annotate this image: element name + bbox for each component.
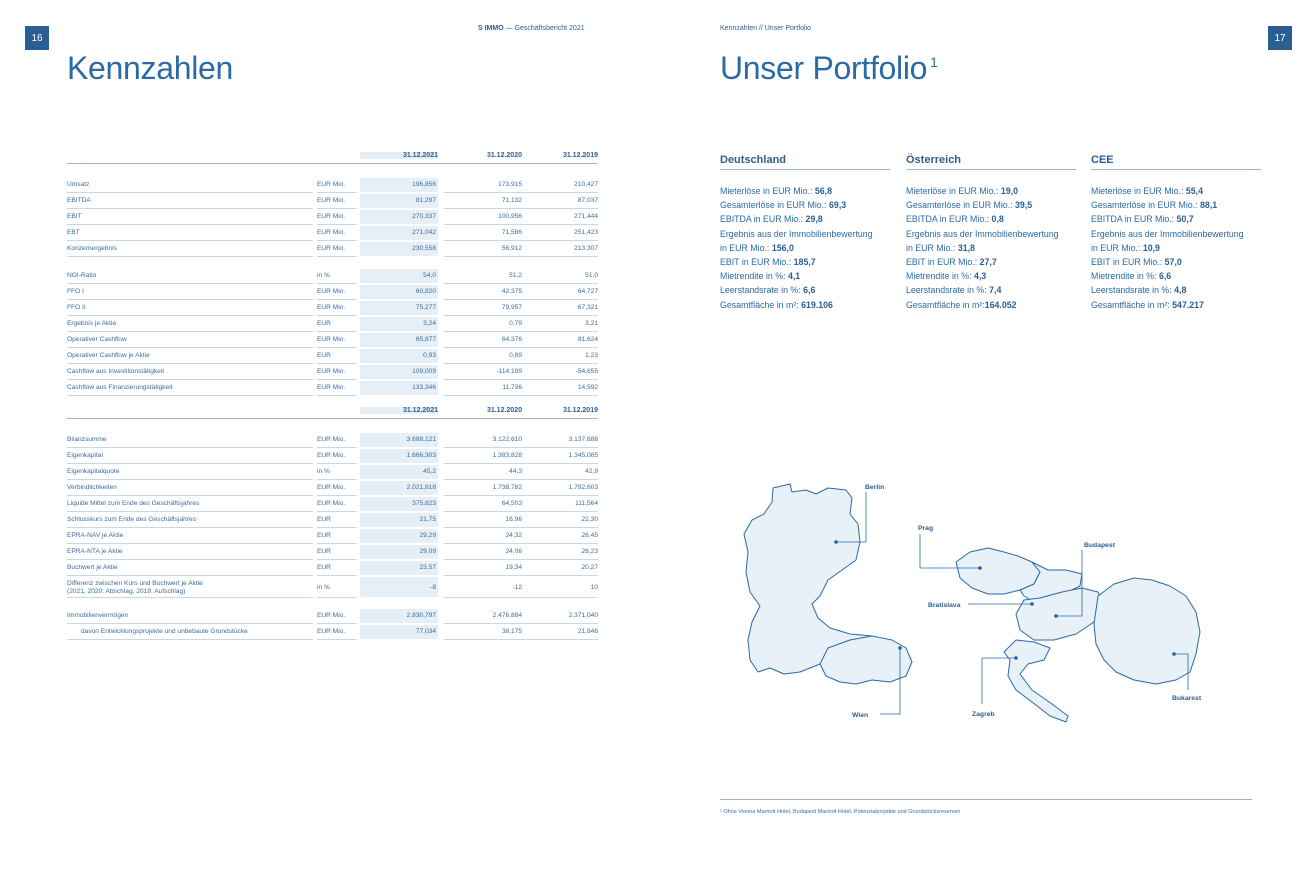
table-row: [67, 433, 598, 449]
metric-label: Mietrendite in %:: [720, 271, 788, 282]
table-row: [67, 210, 598, 226]
value-2019: 14,592: [520, 381, 598, 396]
metric-value: 619.106: [801, 299, 833, 310]
table-header: [67, 405, 598, 419]
row-label: FFO II: [67, 301, 313, 316]
table-row: [67, 333, 598, 349]
value-2019: 10: [520, 577, 598, 598]
table-row: [67, 481, 598, 497]
row-label: EBT: [67, 226, 313, 241]
row-label: davon Entwicklungsprojekte und unbebaute Grundstücke: [67, 625, 313, 640]
portfolio-region-heading: Österreich: [906, 154, 1076, 170]
metric-label: Leerstandsrate in %:: [720, 285, 804, 296]
footnote-divider: [720, 799, 1252, 800]
table-row: [67, 365, 598, 381]
row-label: Cashflow aus Investitionstätigkeit: [67, 365, 313, 380]
portfolio-metric: [1091, 269, 1261, 283]
row-unit: EUR: [317, 545, 357, 560]
value-2019: 21,846: [520, 625, 598, 640]
value-2020: 16,96: [444, 513, 522, 528]
value-2020: 64,376: [444, 333, 522, 348]
value-2020: 51,2: [444, 269, 522, 284]
row-unit: EUR Mio.: [317, 381, 357, 396]
value-2019: 81,624: [520, 333, 598, 348]
portfolio-metric: [906, 212, 1076, 226]
value-2020: 44,3: [444, 465, 522, 480]
col-header-2019: 31.12.2019: [562, 152, 598, 159]
metric-value: 4,8: [1174, 285, 1187, 296]
metric-label: Ergebnis aus der Immobilienbewertung: [720, 228, 873, 239]
metric-label: in EUR Mio.:: [1091, 242, 1143, 253]
value-2019: 251,423: [520, 226, 598, 241]
row-unit: EUR Mio.: [317, 301, 357, 316]
value-2019: 42,9: [520, 465, 598, 480]
metric-label: Leerstandsrate in %:: [906, 285, 990, 296]
value-2020: 64,503: [444, 497, 522, 512]
col-header-2021: 31.12.2021: [360, 152, 438, 159]
metric-value: 4,1: [787, 271, 801, 282]
portfolio-metric: [720, 227, 890, 241]
portfolio-metric: [720, 298, 890, 312]
value-2021: 3.688,121: [360, 433, 438, 448]
map-region-croatia: [1004, 640, 1068, 722]
portfolio-metric: [906, 227, 1076, 241]
row-unit: EUR: [317, 317, 357, 332]
row-label: Liquide Mittel zum Ende des Geschäftsjahres: [67, 497, 313, 512]
metric-value: 10,9: [1142, 242, 1160, 253]
value-2020: 24,06: [444, 545, 522, 560]
portfolio-metric: [1091, 184, 1261, 198]
row-label: FFO I: [67, 285, 313, 300]
portfolio-column-deutschland: [720, 154, 890, 312]
row-label: EPRA-NAV je Aktie: [67, 529, 313, 544]
table-row: [67, 625, 598, 641]
value-2021: 29,09: [360, 545, 438, 560]
city-label-wien: Wien: [852, 712, 869, 719]
table-row: [67, 178, 598, 194]
value-2021: 270,337: [360, 210, 438, 225]
row-label: Schlusskurs zum Ende des Geschäftsjahres: [67, 513, 313, 528]
portfolio-metric: [720, 212, 890, 226]
portfolio-metric: [1091, 255, 1261, 269]
row-unit: EUR Mio.: [317, 333, 357, 348]
row-unit: EUR Mio.: [317, 178, 357, 193]
value-2021: 77,034: [360, 625, 438, 640]
value-2021: 54,0: [360, 269, 438, 284]
portfolio-metric: [720, 184, 890, 198]
running-head: Kennzahlen // Unser Portfolio: [720, 25, 812, 32]
portfolio-metric: [906, 269, 1076, 283]
metric-value: 19,0: [1000, 186, 1018, 196]
portfolio-column-cee: [1091, 154, 1261, 312]
value-2021: 23,57: [360, 561, 438, 576]
row-label: Ergebnis je Aktie: [67, 317, 313, 332]
value-2019: 67,321: [520, 301, 598, 316]
portfolio-metric: [1091, 298, 1261, 312]
value-2019: 87,037: [520, 194, 598, 209]
metric-label: Gesamtfläche in m²:: [906, 299, 985, 310]
row-label: [67, 577, 313, 598]
row-label: Eigenkapitalquote: [67, 465, 313, 480]
value-2021: 81,297: [360, 194, 438, 209]
portfolio-metric: [720, 283, 890, 297]
city-label-berlin: Berlin: [865, 484, 885, 491]
value-2021: 2.830,797: [360, 609, 438, 624]
metric-value: 156,0: [771, 242, 794, 253]
page-title-text: Unser Portfolio: [720, 50, 928, 86]
portfolio-metric: [720, 198, 890, 212]
value-2020: 71,132: [444, 194, 522, 209]
table-row: [67, 561, 598, 577]
metric-value: 4,3: [973, 271, 987, 282]
metric-value: 6,6: [803, 285, 816, 296]
portfolio-column-oesterreich: [906, 154, 1076, 312]
value-2019: 2.371,040: [520, 609, 598, 624]
portfolio-metric: [1091, 283, 1261, 297]
metric-value: 50,7: [1176, 214, 1194, 225]
value-2019: 271,444: [520, 210, 598, 225]
row-label: Operativer Cashflow: [67, 333, 313, 348]
row-label: EBIT: [67, 210, 313, 225]
metric-value: 88,1: [1200, 200, 1218, 211]
row-label-line: (2021, 2020: Abschlag, 2019: Aufschlag): [67, 588, 186, 595]
value-2020: -114,199: [444, 365, 522, 380]
row-unit: EUR: [317, 561, 357, 576]
row-unit: EUR Mio.: [317, 625, 357, 640]
row-label: Cashflow aus Finanzierungstätigkeit: [67, 381, 313, 396]
table-row: [67, 465, 598, 481]
value-2019: 26,45: [520, 529, 598, 544]
footnote: ¹ Ohne Vienna Marriott Hotel, Budapest Marriott Hotel, Potenzialprojekte und Grundstücksreserven: [720, 809, 961, 815]
right-page: [658, 0, 1316, 876]
row-unit: EUR Mio.: [317, 497, 357, 512]
city-label-budapest: Budapest: [1084, 542, 1115, 549]
value-2021: 375,823: [360, 497, 438, 512]
metric-label: Leerstandsrate in %:: [1091, 285, 1175, 296]
value-2019: 1,23: [520, 349, 598, 364]
table-row: [67, 285, 598, 301]
city-label-bukarest: Bukarest: [1172, 695, 1202, 702]
value-2019: 26,23: [520, 545, 598, 560]
row-unit: EUR Mio.: [317, 226, 357, 241]
table-row: [67, 242, 598, 258]
city-label-prag: Prag: [918, 525, 934, 532]
row-unit: EUR Mio.: [317, 285, 357, 300]
value-2019: 20,27: [520, 561, 598, 576]
value-2019: 22,30: [520, 513, 598, 528]
city-label-bratislava: Bratislava: [928, 602, 961, 609]
metric-label: Mieterlöse in EUR Mio.:: [906, 186, 1001, 196]
running-head: [478, 25, 585, 32]
value-2021: 1.666,303: [360, 449, 438, 464]
portfolio-metric: [1091, 212, 1261, 226]
row-unit: EUR: [317, 529, 357, 544]
portfolio-metric: [720, 241, 890, 255]
metric-label: Gesamterlöse in EUR Mio.:: [906, 200, 1016, 211]
table-header: [67, 150, 598, 164]
metric-label: Mietrendite in %:: [1091, 271, 1159, 282]
value-2021: -8: [360, 577, 438, 598]
value-2020: 3.122,610: [444, 433, 522, 448]
metric-label: Gesamtfläche in m²:: [720, 299, 802, 310]
table-row: [67, 497, 598, 513]
row-label: Eigenkapital: [67, 449, 313, 464]
value-2020: 173,915: [444, 178, 522, 193]
metric-label: Ergebnis aus der Immobilienbewertung: [906, 228, 1059, 239]
col-header-2020: 31.12.2020: [486, 407, 522, 414]
table-row: [67, 449, 598, 465]
metric-label: EBITDA in EUR Mio.:: [906, 214, 992, 225]
value-2021: 230,558: [360, 242, 438, 257]
metric-label: in EUR Mio.:: [906, 242, 958, 253]
value-2020: -12: [444, 577, 522, 598]
table-row: [67, 529, 598, 545]
value-2021: 45,2: [360, 465, 438, 480]
portfolio-metric: [720, 255, 890, 269]
value-2021: 3,24: [360, 317, 438, 332]
row-label: Umsatz: [67, 178, 313, 193]
metric-label: in EUR Mio.:: [720, 242, 772, 253]
value-2021: 65,877: [360, 333, 438, 348]
col-header-2019: 31.12.2019: [562, 407, 598, 414]
value-2020: 42,375: [444, 285, 522, 300]
metric-value: 57,0: [1164, 257, 1182, 268]
value-2019: 210,427: [520, 178, 598, 193]
value-2020: 1.383,828: [444, 449, 522, 464]
value-2021: 0,93: [360, 349, 438, 364]
portfolio-metric: [906, 241, 1076, 255]
row-label: NOI-Ratio: [67, 269, 313, 284]
metric-label: EBITDA in EUR Mio.:: [1091, 214, 1177, 225]
value-2020: 11,736: [444, 381, 522, 396]
col-header-2021: 31.12.2021: [360, 407, 438, 414]
value-2020: 1.738,782: [444, 481, 522, 496]
metric-label: Gesamterlöse in EUR Mio.:: [720, 200, 830, 211]
portfolio-metric: [906, 255, 1076, 269]
table-row: [67, 269, 598, 285]
metric-value: 185,7: [793, 257, 816, 268]
table-row: [67, 194, 598, 210]
value-2019: 64,727: [520, 285, 598, 300]
row-unit: EUR: [317, 349, 357, 364]
row-label: Immobilienvermögen: [67, 609, 313, 624]
portfolio-metric: [906, 283, 1076, 297]
row-label: Bilanzsumme: [67, 433, 313, 448]
row-unit: EUR Mio.: [317, 481, 357, 496]
metric-label: EBITDA in EUR Mio.:: [720, 214, 806, 225]
row-label-line: Differenz zwischen Kurs und Buchwert je Aktie: [67, 580, 203, 587]
value-2020: 38,175: [444, 625, 522, 640]
row-unit: EUR Mio.: [317, 210, 357, 225]
row-unit: EUR Mio.: [317, 365, 357, 380]
portfolio-metric: [1091, 227, 1261, 241]
value-2019: 213,307: [520, 242, 598, 257]
row-unit: EUR Mio.: [317, 449, 357, 464]
value-2021: 196,856: [360, 178, 438, 193]
row-unit: in %: [317, 577, 357, 598]
value-2020: 24,32: [444, 529, 522, 544]
metric-label: Mieterlöse in EUR Mio.:: [720, 186, 815, 196]
value-2019: 3.137,688: [520, 433, 598, 448]
value-2021: 21,75: [360, 513, 438, 528]
portfolio-metric: [720, 269, 890, 283]
city-label-zagreb: Zagreb: [972, 711, 995, 718]
map-region-romania: [1094, 578, 1200, 684]
col-header-2020: 31.12.2020: [486, 152, 522, 159]
metric-label: EBIT in EUR Mio.:: [720, 257, 794, 268]
portfolio-region-heading: Deutschland: [720, 154, 890, 170]
row-label: Verbindlichkeiten: [67, 481, 313, 496]
value-2019: 51,0: [520, 269, 598, 284]
row-unit: in %: [317, 465, 357, 480]
value-2021: 271,042: [360, 226, 438, 241]
row-unit: in %: [317, 269, 357, 284]
row-label: Buchwert je Aktie: [67, 561, 313, 576]
value-2019: 1.792,603: [520, 481, 598, 496]
value-2021: 75,277: [360, 301, 438, 316]
page-number: 17: [1268, 26, 1292, 50]
table-row: [67, 609, 598, 625]
metric-value: 39,5: [1015, 200, 1033, 211]
value-2021: 29,29: [360, 529, 438, 544]
row-unit: EUR Mio.: [317, 609, 357, 624]
metric-value: 6,6: [1158, 271, 1172, 282]
value-2020: 0,79: [444, 317, 522, 332]
table-row: [67, 513, 598, 529]
row-unit: EUR Mio.: [317, 242, 357, 257]
value-2019: 111,564: [520, 497, 598, 512]
table-row: [67, 301, 598, 317]
portfolio-metric: [906, 198, 1076, 212]
metric-value: 55,4: [1185, 186, 1203, 196]
value-2021: 109,009: [360, 365, 438, 380]
portfolio-metric: [1091, 198, 1261, 212]
row-unit: EUR: [317, 513, 357, 528]
portfolio-metric: [906, 184, 1076, 198]
metric-value: 27,7: [979, 257, 997, 268]
value-2021: 133,346: [360, 381, 438, 396]
row-label: EBITDA: [67, 194, 313, 209]
page-title: Kennzahlen: [67, 50, 234, 86]
page-title: [720, 50, 938, 87]
row-unit: EUR Mio.: [317, 433, 357, 448]
key-figures-table: [67, 150, 598, 641]
portfolio-region-heading: CEE: [1091, 154, 1261, 170]
value-2021: 60,820: [360, 285, 438, 300]
value-2020: 2.476,884: [444, 609, 522, 624]
portfolio-metric: [1091, 241, 1261, 255]
table-row: [67, 577, 598, 599]
row-label: Konzernergebnis: [67, 242, 313, 257]
metric-label: Gesamtfläche in m²:: [1091, 299, 1173, 310]
metric-label: EBIT in EUR Mio.:: [906, 257, 980, 268]
metric-value: 164.052: [984, 299, 1017, 310]
table-row: [67, 381, 598, 397]
metric-value: 547.217: [1172, 299, 1204, 310]
row-label: EPRA-NTA je Aktie: [67, 545, 313, 560]
value-2019: 1.345,085: [520, 449, 598, 464]
metric-value: 69,3: [829, 200, 847, 211]
metric-value: 7,4: [989, 285, 1002, 296]
metric-label: Ergebnis aus der Immobilienbewertung: [1091, 228, 1244, 239]
metric-label: EBIT in EUR Mio.:: [1091, 257, 1165, 268]
metric-value: 0,8: [991, 214, 1004, 225]
metric-value: 29,8: [805, 214, 823, 225]
running-head-text: — Geschäftsbericht 2021: [503, 25, 585, 32]
value-2020: 19,34: [444, 561, 522, 576]
table-row: [67, 545, 598, 561]
metric-label: Mietrendite in %:: [906, 271, 974, 282]
table-row: [67, 349, 598, 365]
row-label: Operativer Cashflow je Aktie: [67, 349, 313, 364]
value-2021: 2.021,818: [360, 481, 438, 496]
metric-value: 31,8: [957, 242, 975, 253]
row-unit: EUR Mio.: [317, 194, 357, 209]
portfolio-map: [720, 470, 1260, 730]
metric-label: Mieterlöse in EUR Mio.:: [1091, 186, 1186, 196]
value-2020: 100,956: [444, 210, 522, 225]
page-number: 16: [25, 26, 49, 50]
value-2019: -54,655: [520, 365, 598, 380]
metric-value: 56,8: [814, 186, 832, 196]
value-2020: 56,912: [444, 242, 522, 257]
portfolio-metric: [906, 298, 1076, 312]
running-head-brand: S IMMO: [478, 25, 504, 32]
metric-label: Gesamterlöse in EUR Mio.:: [1091, 200, 1201, 211]
value-2019: 3,21: [520, 317, 598, 332]
value-2020: 0,89: [444, 349, 522, 364]
footnote-marker: 1: [930, 54, 938, 70]
table-row: [67, 226, 598, 242]
table-row: [67, 317, 598, 333]
value-2020: 79,957: [444, 301, 522, 316]
value-2020: 71,586: [444, 226, 522, 241]
